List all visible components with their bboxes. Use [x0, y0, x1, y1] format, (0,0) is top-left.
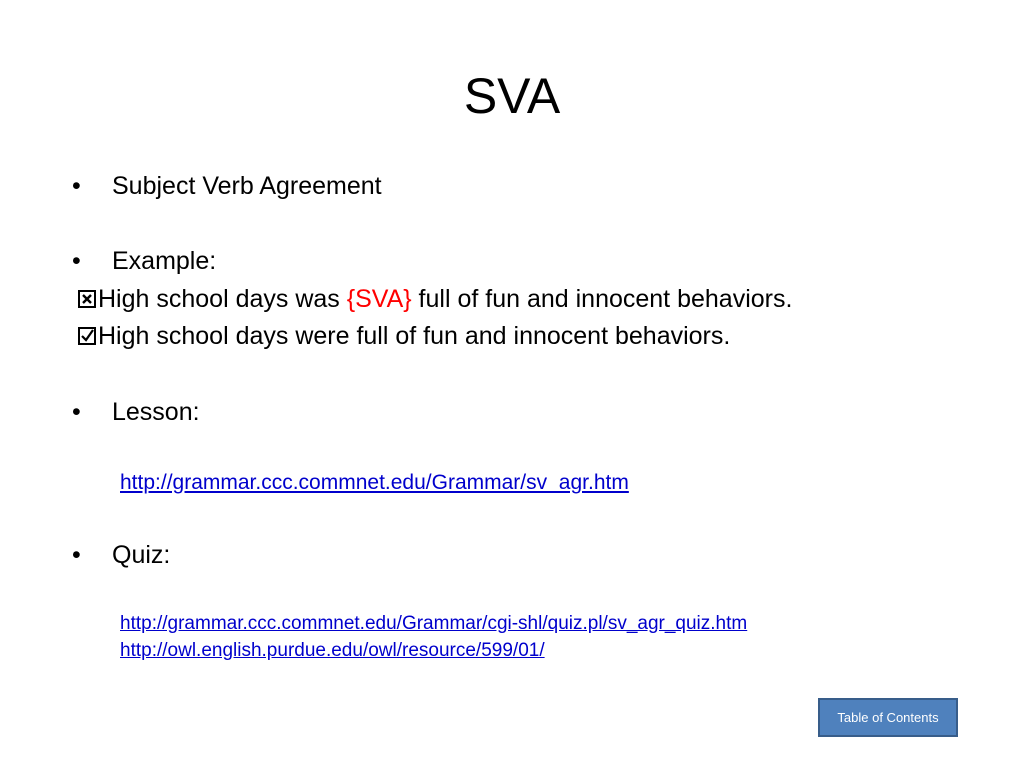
bullet-lesson-label: Lesson:: [112, 398, 200, 426]
bullet-example-label: Example:: [112, 247, 217, 275]
example-wrong: [78, 283, 792, 315]
slide-title: SVA: [463, 68, 561, 124]
bullet-lesson: [72, 396, 200, 428]
sva-highlight: {SVA}: [346, 285, 412, 313]
quiz-link-ccc[interactable]: http://grammar.ccc.commnet.edu/Grammar/cgi-shl/quiz.pl/sv_agr_quiz.htm: [120, 613, 748, 634]
example-right: [78, 320, 730, 352]
example-right-text: High school days were full of fun and innocent behaviors.: [98, 322, 731, 350]
bullet-dot: •: [72, 172, 81, 200]
example-wrong-before: High school days was: [98, 285, 347, 313]
lesson-link[interactable]: http://grammar.ccc.commnet.edu/Grammar/sv_agr.htm: [120, 471, 629, 494]
table-of-contents-button[interactable]: Table of Contents: [818, 698, 958, 737]
x-checkbox-icon: [78, 290, 96, 308]
bullet-example: [72, 245, 216, 277]
bullet-dot: •: [72, 247, 81, 275]
bullet-quiz: [72, 539, 170, 571]
bullet-dot: •: [72, 398, 81, 426]
bullet-subject-label: Subject Verb Agreement: [112, 172, 382, 200]
quiz-link-purdue[interactable]: http://owl.english.purdue.edu/owl/resource/599/01/: [120, 640, 545, 661]
bullet-dot: •: [72, 541, 81, 569]
bullet-subject: [72, 170, 382, 202]
example-wrong-after: full of fun and innocent behaviors.: [411, 285, 793, 313]
bullet-quiz-label: Quiz:: [112, 541, 171, 569]
checked-checkbox-icon: [78, 327, 96, 345]
